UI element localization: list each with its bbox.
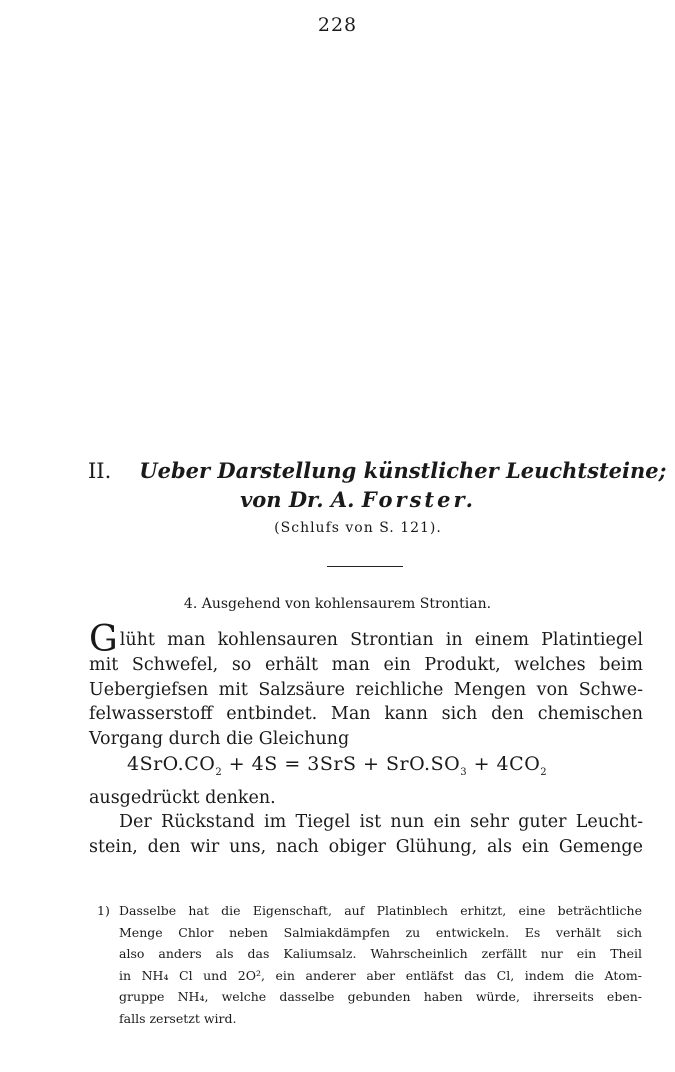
title-divider (327, 566, 403, 567)
section-heading: 4. Ausgehend von kohlensaurem Strontian. (183, 596, 492, 612)
footnote-marker: 1) (97, 903, 110, 918)
article-title-block (88, 458, 667, 536)
chemical-equation: $4SrO.CO_2 + 4S = 3SrS + SrO.SO_3 + 4CO_2$ (127, 752, 548, 778)
body-line: Vorgang durch die Gleichung (89, 729, 350, 750)
body-line: Uebergiefsen mit Salzsäure reichliche Mengen von Schwe- (89, 679, 643, 700)
body-line: Glüht man kohlensauren Strontian in einem Platintiegel (89, 619, 643, 660)
footnote-line: in NH₄ Cl und 2O², ein anderer aber entläfst das Cl, indem die Atom- (119, 967, 642, 983)
page-number: 228 (317, 14, 358, 36)
drop-cap: G (89, 619, 118, 660)
article-numeral: II. (88, 459, 112, 483)
body-text (89, 619, 643, 860)
article-author (88, 487, 648, 512)
footnote-line: 1) Dasselbe hat die Eigenschaft, auf Platinblech erhitzt, eine beträchtliche (97, 900, 642, 922)
body-line: Der Rückstand im Tiegel ist nun ein sehr guter Leucht- (119, 812, 643, 833)
article-title-text: Ueber Darstellung künstlicher Leuchtsteine; (139, 458, 667, 483)
article-title (88, 458, 667, 483)
footnote-line: gruppe NH₄, welche dasselbe gebunden haben würde, ihrerseits eben- (119, 989, 642, 1004)
footnote-line: Menge Chlor neben Salmiakdämpfen zu entwickeln. Es verhält sich (119, 924, 642, 940)
body-line: ausgedrückt denken. (89, 787, 276, 808)
body-line: stein, den wir uns, nach obiger Glühung, als ein Gemenge (89, 837, 643, 858)
footnote (97, 900, 642, 1029)
author-prefix: von Dr. A. (240, 487, 355, 512)
footnote-line: falls zersetzt wird. (119, 1010, 237, 1026)
footnote-line: also anders als das Kaliumsalz. Wahrscheinlich zerfällt nur ein Theil (119, 946, 642, 961)
article-subtitle: (Schlufs von S. 121). (274, 520, 442, 536)
body-line: felwasserstoff entbindet. Man kann sich den chemischen (89, 704, 643, 725)
author-name: Forster. (361, 487, 476, 512)
body-line: mit Schwefel, so erhält man ein Produkt, welches beim (89, 654, 643, 675)
